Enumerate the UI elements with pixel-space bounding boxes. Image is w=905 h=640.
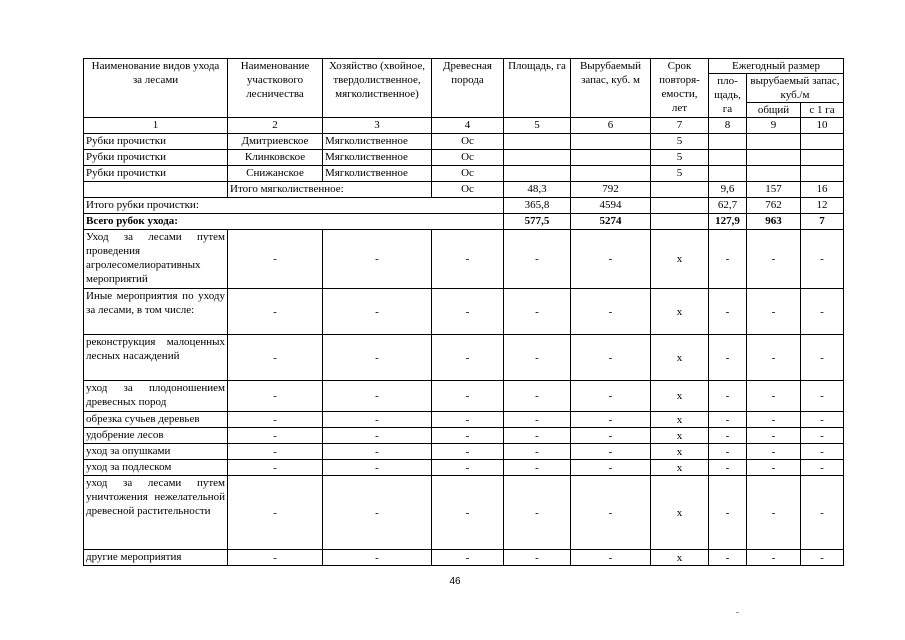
activity-value-c10: - bbox=[801, 412, 844, 428]
activity-label: уход за опушками bbox=[84, 444, 228, 460]
activity-row bbox=[84, 289, 844, 335]
activity-value-c9: - bbox=[747, 476, 801, 550]
annual-area-cell bbox=[709, 166, 747, 182]
activity-row bbox=[84, 230, 844, 289]
activity-value-c2: - bbox=[228, 428, 323, 444]
stock-cell bbox=[571, 150, 651, 166]
forestry-cell: Дмитриевское bbox=[228, 134, 323, 150]
activity-label: уход за подлеском bbox=[84, 460, 228, 476]
activity-value-c8: - bbox=[709, 444, 747, 460]
species-cell: Ос bbox=[432, 182, 504, 198]
column-number: 10 bbox=[801, 118, 844, 134]
annual-total-cell bbox=[747, 134, 801, 150]
activity-value-c4: - bbox=[432, 335, 504, 381]
column-number: 6 bbox=[571, 118, 651, 134]
activity-value-c7: х bbox=[651, 230, 709, 289]
activity-value-c8: - bbox=[709, 381, 747, 412]
annual-total-cell: 157 bbox=[747, 182, 801, 198]
activity-value-c4: - bbox=[432, 412, 504, 428]
activity-value-c4: - bbox=[432, 381, 504, 412]
activity-value-c9: - bbox=[747, 335, 801, 381]
annual-area-cell bbox=[709, 134, 747, 150]
activity-label: реконструкция малоценных лесных насаждений bbox=[84, 335, 228, 381]
activity-value-c4: - bbox=[432, 428, 504, 444]
activity-value-c2: - bbox=[228, 335, 323, 381]
header-annual-area: пло-щадь, га bbox=[709, 74, 747, 118]
area-cell bbox=[504, 150, 571, 166]
activity-value-c6: - bbox=[571, 335, 651, 381]
activity-value-c6: - bbox=[571, 444, 651, 460]
activity-value-c3: - bbox=[323, 230, 432, 289]
activity-value-c9: - bbox=[747, 550, 801, 566]
annual-total-cell: 762 bbox=[747, 198, 801, 214]
total-label: Итого рубки прочистки: bbox=[84, 198, 504, 214]
activity-value-c7: х bbox=[651, 550, 709, 566]
activity-value-c4: - bbox=[432, 230, 504, 289]
activity-value-c2: - bbox=[228, 412, 323, 428]
activity-value-c8: - bbox=[709, 412, 747, 428]
grand-total-row bbox=[84, 214, 844, 230]
activity-value-c5: - bbox=[504, 428, 571, 444]
farm-cell: Мягколиственное bbox=[323, 134, 432, 150]
annual-per-ha-cell: 12 bbox=[801, 198, 844, 214]
activity-value-c3: - bbox=[323, 428, 432, 444]
activity-row bbox=[84, 444, 844, 460]
subtotal-label: Итого мягколиственное: bbox=[228, 182, 432, 198]
forestry-cell: Снижанское bbox=[228, 166, 323, 182]
annual-total-cell bbox=[747, 166, 801, 182]
activity-value-c5: - bbox=[504, 335, 571, 381]
activity-label: уход за лесами путем уничтожения нежелательной древесной растительности bbox=[84, 476, 228, 550]
area-cell: 577,5 bbox=[504, 214, 571, 230]
activity-row bbox=[84, 335, 844, 381]
activity-value-c8: - bbox=[709, 230, 747, 289]
column-number: 5 bbox=[504, 118, 571, 134]
header-forestry: Наименование участкового лесничества bbox=[228, 59, 323, 118]
activity-value-c6: - bbox=[571, 428, 651, 444]
header-farm: Хозяйство (хвойное, твердолиственное, мягколиственное) bbox=[323, 59, 432, 118]
activity-value-c5: - bbox=[504, 412, 571, 428]
activity-value-c3: - bbox=[323, 412, 432, 428]
care-type-cell: Рубки прочистки bbox=[84, 150, 228, 166]
activity-value-c5: - bbox=[504, 460, 571, 476]
activity-row bbox=[84, 550, 844, 566]
activity-value-c4: - bbox=[432, 444, 504, 460]
header-row-1 bbox=[84, 59, 844, 74]
activity-value-c6: - bbox=[571, 460, 651, 476]
header-stock: Вырубаемый запас, куб. м bbox=[571, 59, 651, 118]
period-cell bbox=[651, 214, 709, 230]
activity-value-c2: - bbox=[228, 444, 323, 460]
annual-area-cell: 127,9 bbox=[709, 214, 747, 230]
table-row bbox=[84, 134, 844, 150]
blank-cell bbox=[84, 182, 228, 198]
header-period: Срок повторя-емости, лет bbox=[651, 59, 709, 118]
farm-cell: Мягколиственное bbox=[323, 150, 432, 166]
care-type-cell: Рубки прочистки bbox=[84, 134, 228, 150]
activity-value-c9: - bbox=[747, 460, 801, 476]
stock-cell bbox=[571, 134, 651, 150]
column-numbers-row bbox=[84, 118, 844, 134]
column-number: 7 bbox=[651, 118, 709, 134]
species-cell: Ос bbox=[432, 150, 504, 166]
activity-value-c10: - bbox=[801, 289, 844, 335]
column-number: 4 bbox=[432, 118, 504, 134]
activity-value-c9: - bbox=[747, 428, 801, 444]
activity-label: Иные мероприятия по уходу за лесами, в том числе: bbox=[84, 289, 228, 335]
forest-care-table bbox=[83, 58, 844, 566]
activity-value-c2: - bbox=[228, 289, 323, 335]
activity-value-c5: - bbox=[504, 381, 571, 412]
area-cell bbox=[504, 166, 571, 182]
annual-per-ha-cell bbox=[801, 150, 844, 166]
activity-value-c4: - bbox=[432, 476, 504, 550]
activity-value-c3: - bbox=[323, 550, 432, 566]
species-cell: Ос bbox=[432, 134, 504, 150]
annual-area-cell: 9,6 bbox=[709, 182, 747, 198]
activity-value-c5: - bbox=[504, 444, 571, 460]
activity-value-c10: - bbox=[801, 381, 844, 412]
stock-cell: 792 bbox=[571, 182, 651, 198]
total-thinning-row bbox=[84, 198, 844, 214]
care-type-cell: Рубки прочистки bbox=[84, 166, 228, 182]
activity-value-c10: - bbox=[801, 444, 844, 460]
header-annual-total: общий bbox=[747, 103, 801, 118]
total-label: Всего рубок ухода: bbox=[84, 214, 504, 230]
stock-cell: 4594 bbox=[571, 198, 651, 214]
activity-value-c7: х bbox=[651, 381, 709, 412]
column-number: 8 bbox=[709, 118, 747, 134]
activity-value-c8: - bbox=[709, 460, 747, 476]
activity-value-c5: - bbox=[504, 550, 571, 566]
activity-value-c2: - bbox=[228, 476, 323, 550]
activity-value-c9: - bbox=[747, 289, 801, 335]
stock-cell: 5274 bbox=[571, 214, 651, 230]
activity-value-c10: - bbox=[801, 230, 844, 289]
activity-value-c3: - bbox=[323, 289, 432, 335]
period-cell bbox=[651, 198, 709, 214]
activity-label: уход за плодоношением древесных пород bbox=[84, 381, 228, 412]
activity-row bbox=[84, 428, 844, 444]
activity-value-c6: - bbox=[571, 289, 651, 335]
annual-per-ha-cell: 7 bbox=[801, 214, 844, 230]
area-cell: 48,3 bbox=[504, 182, 571, 198]
activity-value-c6: - bbox=[571, 381, 651, 412]
activity-value-c4: - bbox=[432, 550, 504, 566]
stock-cell bbox=[571, 166, 651, 182]
annual-total-cell bbox=[747, 150, 801, 166]
annual-area-cell: 62,7 bbox=[709, 198, 747, 214]
area-cell: 365,8 bbox=[504, 198, 571, 214]
table-row bbox=[84, 166, 844, 182]
activity-value-c4: - bbox=[432, 460, 504, 476]
page-number: 46 bbox=[449, 576, 461, 587]
annual-per-ha-cell: 16 bbox=[801, 182, 844, 198]
activity-row bbox=[84, 381, 844, 412]
activity-value-c10: - bbox=[801, 460, 844, 476]
header-annual-per-ha: с 1 га bbox=[801, 103, 844, 118]
column-number: 3 bbox=[323, 118, 432, 134]
activity-value-c2: - bbox=[228, 230, 323, 289]
activity-value-c2: - bbox=[228, 460, 323, 476]
header-annual-size: Ежегодный размер bbox=[709, 59, 844, 74]
activity-value-c3: - bbox=[323, 460, 432, 476]
annual-total-cell: 963 bbox=[747, 214, 801, 230]
activity-row bbox=[84, 476, 844, 550]
activity-row bbox=[84, 412, 844, 428]
activity-value-c7: х bbox=[651, 412, 709, 428]
activity-value-c10: - bbox=[801, 476, 844, 550]
activity-value-c7: х bbox=[651, 335, 709, 381]
farm-cell: Мягколиственное bbox=[323, 166, 432, 182]
header-care-type: Наименование видов ухода за лесами bbox=[84, 59, 228, 118]
activity-value-c9: - bbox=[747, 230, 801, 289]
activity-value-c8: - bbox=[709, 289, 747, 335]
annual-per-ha-cell bbox=[801, 134, 844, 150]
period-cell: 5 bbox=[651, 134, 709, 150]
activity-label: Уход за лесами путем проведения агролесомелиоративных мероприятий bbox=[84, 230, 228, 289]
activity-row bbox=[84, 460, 844, 476]
column-number: 9 bbox=[747, 118, 801, 134]
activity-value-c5: - bbox=[504, 289, 571, 335]
activity-value-c7: х bbox=[651, 444, 709, 460]
activity-value-c10: - bbox=[801, 335, 844, 381]
activity-value-c7: х bbox=[651, 460, 709, 476]
activity-value-c9: - bbox=[747, 444, 801, 460]
activity-value-c8: - bbox=[709, 476, 747, 550]
activity-value-c5: - bbox=[504, 230, 571, 289]
activity-value-c10: - bbox=[801, 550, 844, 566]
area-cell bbox=[504, 134, 571, 150]
activity-value-c2: - bbox=[228, 381, 323, 412]
activity-value-c3: - bbox=[323, 335, 432, 381]
activity-value-c6: - bbox=[571, 230, 651, 289]
activity-value-c3: - bbox=[323, 381, 432, 412]
column-number: 1 bbox=[84, 118, 228, 134]
activity-value-c7: х bbox=[651, 476, 709, 550]
period-cell bbox=[651, 182, 709, 198]
activity-value-c2: - bbox=[228, 550, 323, 566]
activity-value-c4: - bbox=[432, 289, 504, 335]
activity-label: удобрение лесов bbox=[84, 428, 228, 444]
activity-value-c7: х bbox=[651, 428, 709, 444]
activity-label: другие мероприятия bbox=[84, 550, 228, 566]
activity-value-c8: - bbox=[709, 550, 747, 566]
period-cell: 5 bbox=[651, 150, 709, 166]
activity-value-c3: - bbox=[323, 444, 432, 460]
activity-value-c5: - bbox=[504, 476, 571, 550]
period-cell: 5 bbox=[651, 166, 709, 182]
column-number: 2 bbox=[228, 118, 323, 134]
activity-value-c6: - bbox=[571, 550, 651, 566]
activity-value-c9: - bbox=[747, 412, 801, 428]
header-area: Площадь, га bbox=[504, 59, 571, 118]
activity-value-c10: - bbox=[801, 428, 844, 444]
activity-value-c9: - bbox=[747, 381, 801, 412]
activity-value-c8: - bbox=[709, 428, 747, 444]
annual-per-ha-cell bbox=[801, 166, 844, 182]
annual-area-cell bbox=[709, 150, 747, 166]
header-species: Древесная порода bbox=[432, 59, 504, 118]
activity-label: обрезка сучьев деревьев bbox=[84, 412, 228, 428]
scan-mark bbox=[736, 612, 739, 613]
activity-value-c3: - bbox=[323, 476, 432, 550]
table-row bbox=[84, 150, 844, 166]
species-cell: Ос bbox=[432, 166, 504, 182]
subtotal-row bbox=[84, 182, 844, 198]
activity-value-c6: - bbox=[571, 412, 651, 428]
activity-value-c8: - bbox=[709, 335, 747, 381]
forestry-cell: Клинковское bbox=[228, 150, 323, 166]
activity-value-c6: - bbox=[571, 476, 651, 550]
header-annual-stock: вырубаемый запас, куб./м bbox=[747, 74, 844, 103]
activity-value-c7: х bbox=[651, 289, 709, 335]
